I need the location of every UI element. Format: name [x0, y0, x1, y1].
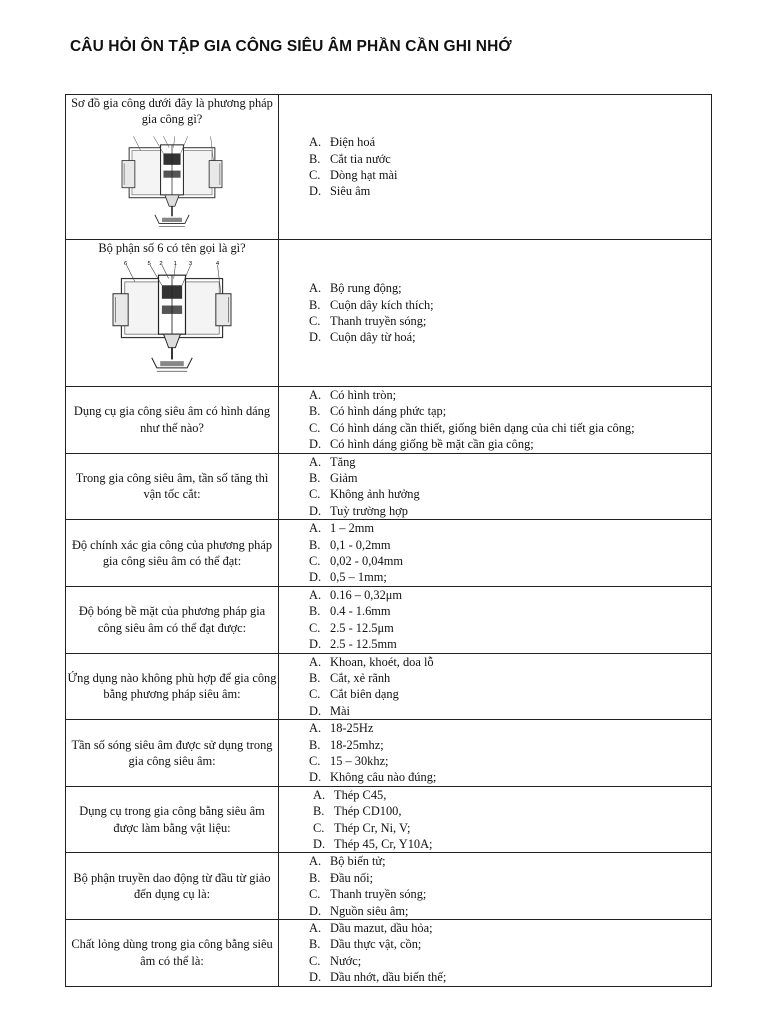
option-a[interactable]: A. Có hình tròn;: [309, 388, 397, 402]
option-c[interactable]: C. Không ảnh hưởng: [309, 487, 420, 502]
question-text: Sơ đồ gia công dưới đây là phương pháp gia công gì?: [71, 96, 273, 127]
option-b[interactable]: B. Cắt tia nước: [309, 151, 391, 166]
question-cell: Dụng cụ trong gia công bằng siêu âm được làm bằng vật liệu:: [66, 786, 279, 853]
option-a[interactable]: A. 0.16 – 0,32μm: [309, 587, 403, 602]
question-text: Bộ phận số 6 có tên gọi là gì?: [98, 241, 246, 255]
answer-cell: [279, 240, 712, 387]
ultrasonic-machine-diagram: [98, 260, 246, 378]
option-b[interactable]: B. Dầu thực vật, cồn;: [309, 937, 422, 952]
option-d[interactable]: D. Thép 45, Cr, Y10A;: [313, 836, 433, 851]
option-a[interactable]: A. Dầu mazut, dầu hỏa;: [309, 921, 433, 935]
table-row: [66, 786, 712, 853]
question-cell: Bộ phận truyền dao động từ đầu từ giảo đến dụng cụ là:: [66, 853, 279, 920]
option-b[interactable]: B. 0.4 - 1.6mm: [309, 604, 391, 619]
option-b[interactable]: B. Giảm: [309, 471, 358, 486]
option-c[interactable]: C. Dòng hạt mài: [309, 168, 398, 182]
page-title: CÂU HỎI ÔN TẬP GIA CÔNG SIÊU ÂM PHẦN CẦN GHI NHỚ: [70, 38, 512, 55]
option-d[interactable]: D. 0,5 – 1mm;: [309, 570, 387, 585]
answer-cell: [279, 720, 712, 787]
option-b[interactable]: B. Có hình dáng phức tạp;: [309, 404, 447, 419]
figure-label: 4: [215, 261, 220, 268]
option-c[interactable]: C. Thép Cr, Ni, V;: [313, 820, 411, 835]
table-row: [66, 520, 712, 587]
option-a[interactable]: A. Tăng: [309, 454, 356, 469]
figure-label: 2: [159, 261, 163, 268]
ultrasonic-machine-diagram: [98, 132, 246, 232]
option-d[interactable]: D. Không câu nào đúng;: [309, 770, 437, 785]
option-d[interactable]: D. Tuỳ trường hợp: [309, 503, 408, 518]
table-row: [66, 387, 712, 454]
option-b[interactable]: B. Thép CD100,: [313, 804, 402, 819]
question-cell: Ứng dụng nào không phù hợp để gia công bằng phương pháp siêu âm:: [66, 653, 279, 720]
figure-label: 6: [123, 261, 128, 268]
answer-cell: [279, 786, 712, 853]
table-row: [66, 586, 712, 653]
question-cell: Tần số sóng siêu âm được sử dụng trong gia công siêu âm:: [66, 720, 279, 787]
question-cell: [66, 240, 279, 387]
answer-cell: [279, 653, 712, 720]
option-c[interactable]: C. Cắt biên dạng: [309, 687, 399, 702]
question-cell: Độ chính xác gia công của phương pháp gia công siêu âm có thể đạt:: [66, 520, 279, 587]
answer-cell: [279, 520, 712, 587]
option-d[interactable]: D. 2.5 - 12.5mm: [309, 637, 397, 652]
question-cell: Dụng cụ gia công siêu âm có hình dáng như thế nào?: [66, 387, 279, 454]
answer-cell: [279, 586, 712, 653]
option-c[interactable]: C. 0,02 - 0,04mm: [309, 554, 403, 569]
option-b[interactable]: B. 18-25mhz;: [309, 737, 384, 752]
table-row: [66, 240, 712, 387]
table-row: [66, 453, 712, 520]
question-cell: [66, 95, 279, 240]
option-a[interactable]: A. Bộ rung động;: [309, 281, 402, 296]
option-d[interactable]: D. Mài: [309, 703, 350, 718]
option-c[interactable]: C. 2.5 - 12.5μm: [309, 620, 394, 635]
option-c[interactable]: C. 15 – 30khz;: [309, 753, 389, 768]
option-c[interactable]: C. Nước;: [309, 953, 362, 968]
option-b[interactable]: B. 0,1 - 0,2mm: [309, 537, 391, 552]
answer-cell: [279, 853, 712, 920]
option-b[interactable]: B. Cắt, xẻ rãnh: [309, 670, 391, 685]
figure-label: 3: [188, 261, 193, 268]
answer-cell: [279, 387, 712, 454]
option-b[interactable]: B. Đầu nối;: [309, 870, 374, 885]
option-d[interactable]: D. Cuộn dây từ hoá;: [309, 330, 416, 345]
question-table: [65, 94, 712, 987]
option-a[interactable]: A. Thép C45,: [313, 787, 387, 802]
table-row: [66, 920, 712, 987]
table-row: [66, 95, 712, 240]
figure-label: 5: [147, 261, 151, 268]
table-row: [66, 853, 712, 920]
answer-cell: [279, 453, 712, 520]
option-a[interactable]: A. 1 – 2mm: [309, 521, 375, 536]
table-row: [66, 720, 712, 787]
question-cell: Chất lỏng dùng trong gia công bằng siêu âm có thể là:: [66, 920, 279, 987]
option-c[interactable]: C. Thanh truyền sóng;: [309, 887, 427, 902]
option-a[interactable]: A. Bộ biến tử;: [309, 854, 386, 869]
option-a[interactable]: A. 18-25Hz: [309, 721, 374, 736]
question-cell: Độ bóng bề mặt của phương pháp gia công siêu âm có thể đạt được:: [66, 586, 279, 653]
option-c[interactable]: C. Có hình dáng cần thiết, giống biên dạng của chi tiết gia công;: [309, 420, 635, 435]
option-a[interactable]: A. Khoan, khoét, doa lỗ: [309, 654, 434, 669]
table-row: [66, 653, 712, 720]
option-c[interactable]: C. Thanh truyền sóng;: [309, 314, 427, 328]
option-b[interactable]: B. Cuộn dây kích thích;: [309, 297, 434, 312]
option-a[interactable]: A. Điện hoá: [309, 135, 376, 150]
figure-label: 1: [173, 261, 177, 268]
answer-cell: [279, 920, 712, 987]
question-cell: Trong gia công siêu âm, tần số tăng thì vận tốc cắt:: [66, 453, 279, 520]
option-d[interactable]: D. Có hình dáng giống bề mặt cần gia công;: [309, 437, 534, 452]
option-d[interactable]: D. Siêu âm: [309, 184, 371, 199]
option-d[interactable]: D. Nguồn siêu âm;: [309, 903, 409, 918]
answer-cell: [279, 95, 712, 240]
option-d[interactable]: D. Dầu nhớt, dầu biến thế;: [309, 970, 447, 985]
